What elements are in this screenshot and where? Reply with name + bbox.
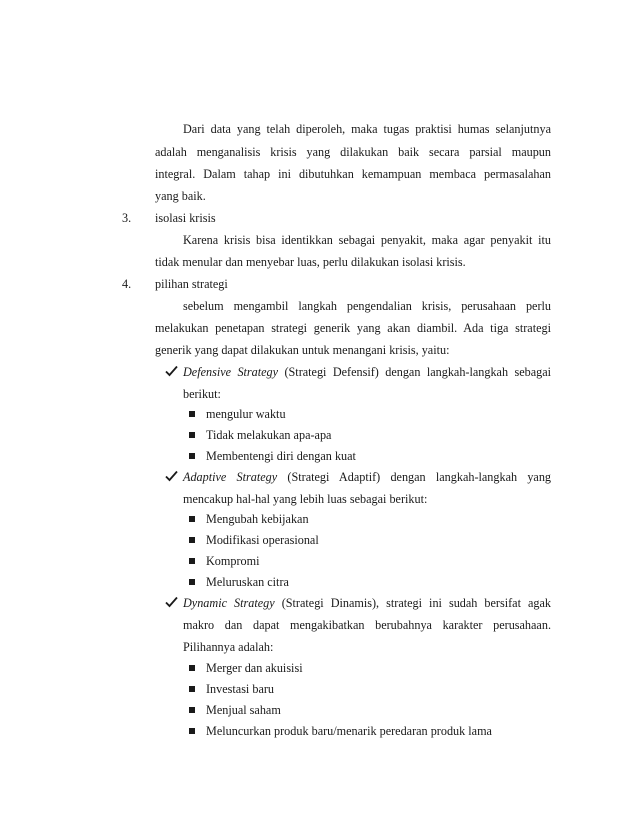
item3-heading: isolasi krisis: [155, 211, 216, 225]
item4-heading: pilihan strategi: [155, 277, 228, 291]
list-item: Modifikasi operasional: [206, 533, 319, 547]
strategy-dynamic-line3: Pilihannya adalah:: [183, 640, 274, 654]
para1-line1: Dari data yang telah diperoleh, maka tugas praktisi humas selanjutnya: [183, 122, 551, 136]
item4-line1: sebelum mengambil langkah pengendalian krisis, perusahaan perlu: [183, 299, 551, 313]
item4-line2: melakukan penetapan strategi generik yang akan diambil. Ada tiga strategi: [155, 321, 551, 335]
item3-line2: tidak menular dan menyebar luas, perlu dilakukan isolasi krisis.: [155, 255, 466, 269]
strategy-adaptive-desc: (Strategi Adaptif) dengan langkah-langkah yang: [287, 470, 552, 484]
list-item: Membentengi diri dengan kuat: [206, 449, 356, 463]
bullet-square-icon: [189, 579, 195, 585]
item4-line3: generik yang dapat dilakukan untuk menangani krisis, yaitu:: [155, 343, 450, 357]
item4-number: 4.: [122, 277, 132, 291]
list-item: Investasi baru: [206, 682, 275, 696]
bullet-square-icon: [189, 665, 195, 671]
bullet-square-icon: [189, 432, 195, 438]
list-item: Tidak melakukan apa-apa: [206, 428, 332, 442]
bullet-square-icon: [189, 558, 195, 564]
check-icon: [165, 470, 178, 482]
bullet-square-icon: [189, 537, 195, 543]
list-item: Meluruskan citra: [206, 575, 289, 589]
check-icon: [165, 596, 178, 608]
bullet-square-icon: [189, 411, 195, 417]
strategy-dynamic-desc: (Strategi Dinamis), strategi ini sudah bersifat agak: [281, 596, 552, 610]
strategy-defensive-desc: (Strategi Defensif) dengan langkah-langkah sebagai: [284, 365, 551, 379]
strategy-defensive-line1: [183, 364, 551, 380]
list-item: Mengubah kebijakan: [206, 512, 309, 526]
strategy-dynamic-line1: [183, 595, 551, 611]
bullet-square-icon: [189, 516, 195, 522]
bullet-square-icon: [189, 453, 195, 459]
list-item: Menjual saham: [206, 703, 281, 717]
strategy-dynamic-line2: makro dan dapat mengakibatkan berubahnya karakter perusahaan.: [183, 618, 551, 632]
strategy-adaptive-line1: [183, 469, 551, 485]
strategy-defensive-line2: berikut:: [183, 387, 221, 401]
bullet-square-icon: [189, 707, 195, 713]
bullet-square-icon: [189, 728, 195, 734]
check-icon: [165, 365, 178, 377]
para1-line3: integral. Dalam tahap ini dibutuhkan kemampuan membaca permasalahan: [155, 167, 551, 181]
list-item: Kompromi: [206, 554, 260, 568]
para1-line2: adalah menganalisis krisis yang dilakukan baik secara parsial maupun: [155, 145, 551, 159]
strategy-adaptive-line2: mencakup hal-hal yang lebih luas sebagai berikut:: [183, 492, 428, 506]
strategy-defensive-name: Defensive Strategy: [183, 365, 279, 379]
item3-line1: Karena krisis bisa identikkan sebagai penyakit, maka agar penyakit itu: [183, 233, 551, 247]
list-item: Merger dan akuisisi: [206, 661, 303, 675]
strategy-adaptive-name: Adaptive Strategy: [183, 470, 278, 484]
strategy-dynamic-name: Dynamic Strategy: [183, 596, 275, 610]
para1-line4: yang baik.: [155, 189, 206, 203]
list-item: Meluncurkan produk baru/menarik peredaran produk lama: [206, 724, 492, 738]
bullet-square-icon: [189, 686, 195, 692]
list-item: mengulur waktu: [206, 407, 286, 421]
item3-number: 3.: [122, 211, 132, 225]
